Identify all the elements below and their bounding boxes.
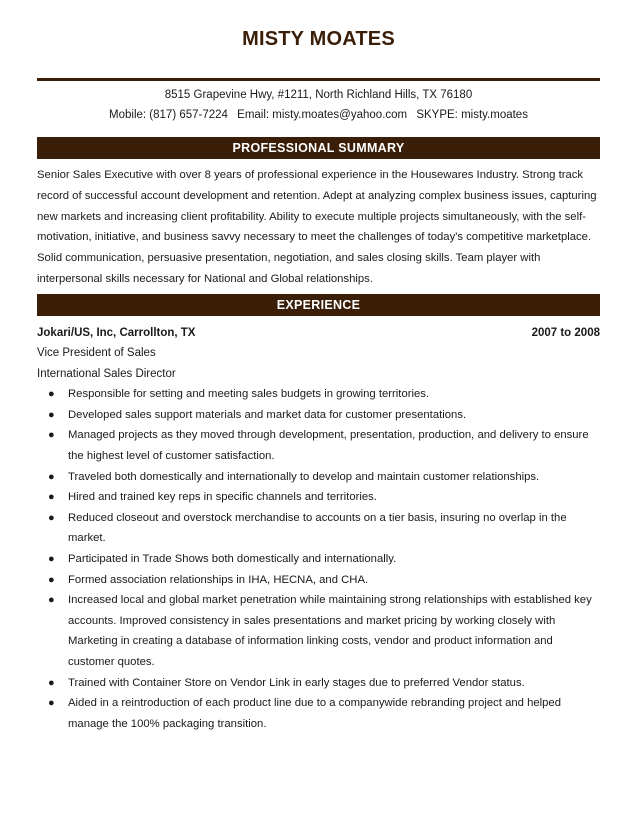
bullet-icon: ● (48, 697, 55, 710)
list-item: ● Participated in Trade Shows both domestically and internationally. (37, 549, 600, 570)
list-item: ● Traveled both domestically and internationally to develop and maintain customer relationships. (37, 467, 600, 488)
skype-handle: SKYPE: misty.moates (416, 109, 528, 121)
list-item: ● Managed projects as they moved through development, presentation, production, and delivery to ensure the highest level of customer satisfaction. (37, 425, 600, 466)
bullet-icon: ● (48, 676, 55, 689)
candidate-name: MISTY MOATES (242, 28, 395, 50)
bullet-icon: ● (48, 594, 55, 607)
bullet-icon: ● (48, 408, 55, 421)
job-entry (37, 323, 600, 735)
list-item: ● Trained with Container Store on Vendor Link in early stages due to preferred Vendor status. (37, 673, 600, 694)
bullet-icon: ● (48, 511, 55, 524)
list-item: ● Hired and trained key reps in specific channels and territories. (37, 487, 600, 508)
list-item: ● Developed sales support materials and market data for customer presentations. (37, 405, 600, 426)
job-title: International Sales Director (37, 367, 176, 380)
bullet-icon: ● (48, 429, 55, 442)
address: 8515 Grapevine Hwy, #1211, North Richland Hills, TX 76180 (164, 89, 473, 101)
job-company: Jokari/US, Inc, Carrollton, TX (37, 326, 196, 339)
bullet-icon: ● (48, 553, 55, 566)
email-address: Email: misty.moates@yahoo.com (237, 109, 408, 121)
bullet-icon: ● (48, 388, 55, 401)
list-item: ● Reduced closeout and overstock merchandise to accounts on a tier basis, insuring no overlap in the market. (37, 508, 600, 549)
job-title: Vice President of Sales (37, 347, 156, 360)
bullet-icon: ● (48, 470, 55, 483)
contact-line (37, 105, 600, 125)
list-item: ● Responsible for setting and meeting sales budgets in growing territories. (37, 384, 600, 405)
list-item: ● Formed association relationships in IHA, HECNA, and CHA. (37, 570, 600, 591)
summary-text: Senior Sales Executive with over 8 years of professional experience in the Housewares Industry. Strong track record of successful account development and retention. Adept at analyzing complex business issues, capturing new markets and increasing client profitability. Ability to execute multiple projects simultaneously, with the self-motivation, initiative, and business savvy necessary to meet the challenges of today's competitive marketplace. Solid communication, persuasive presentation, negotiation, and sales closing skills. Team player with interpersonal skills necessary for National and Global relationships. (37, 169, 597, 285)
mobile-number: Mobile: (817) 657-7224 (109, 109, 228, 121)
bullet-icon: ● (48, 491, 55, 504)
bullet-icon: ● (48, 573, 55, 586)
job-bullets (37, 384, 600, 734)
job-header (37, 323, 600, 344)
list-item: ● Aided in a reintroduction of each product line due to a companywide rebranding project and helped manage the 100% packaging transition. (37, 693, 600, 734)
experience-heading: EXPERIENCE (37, 294, 600, 316)
contact-block (37, 85, 600, 125)
header-divider (37, 78, 600, 81)
job-dates: 2007 to 2008 (531, 326, 600, 339)
summary-heading: PROFESSIONAL SUMMARY (37, 137, 600, 159)
list-item: ● Increased local and global market penetration while maintaining strong relationships with established key accounts. Improved consistency in sales presentations and market pricing by working closely with Marketing in creating a database of information linking costs, vendor and product information and customer quotes. (37, 590, 600, 672)
